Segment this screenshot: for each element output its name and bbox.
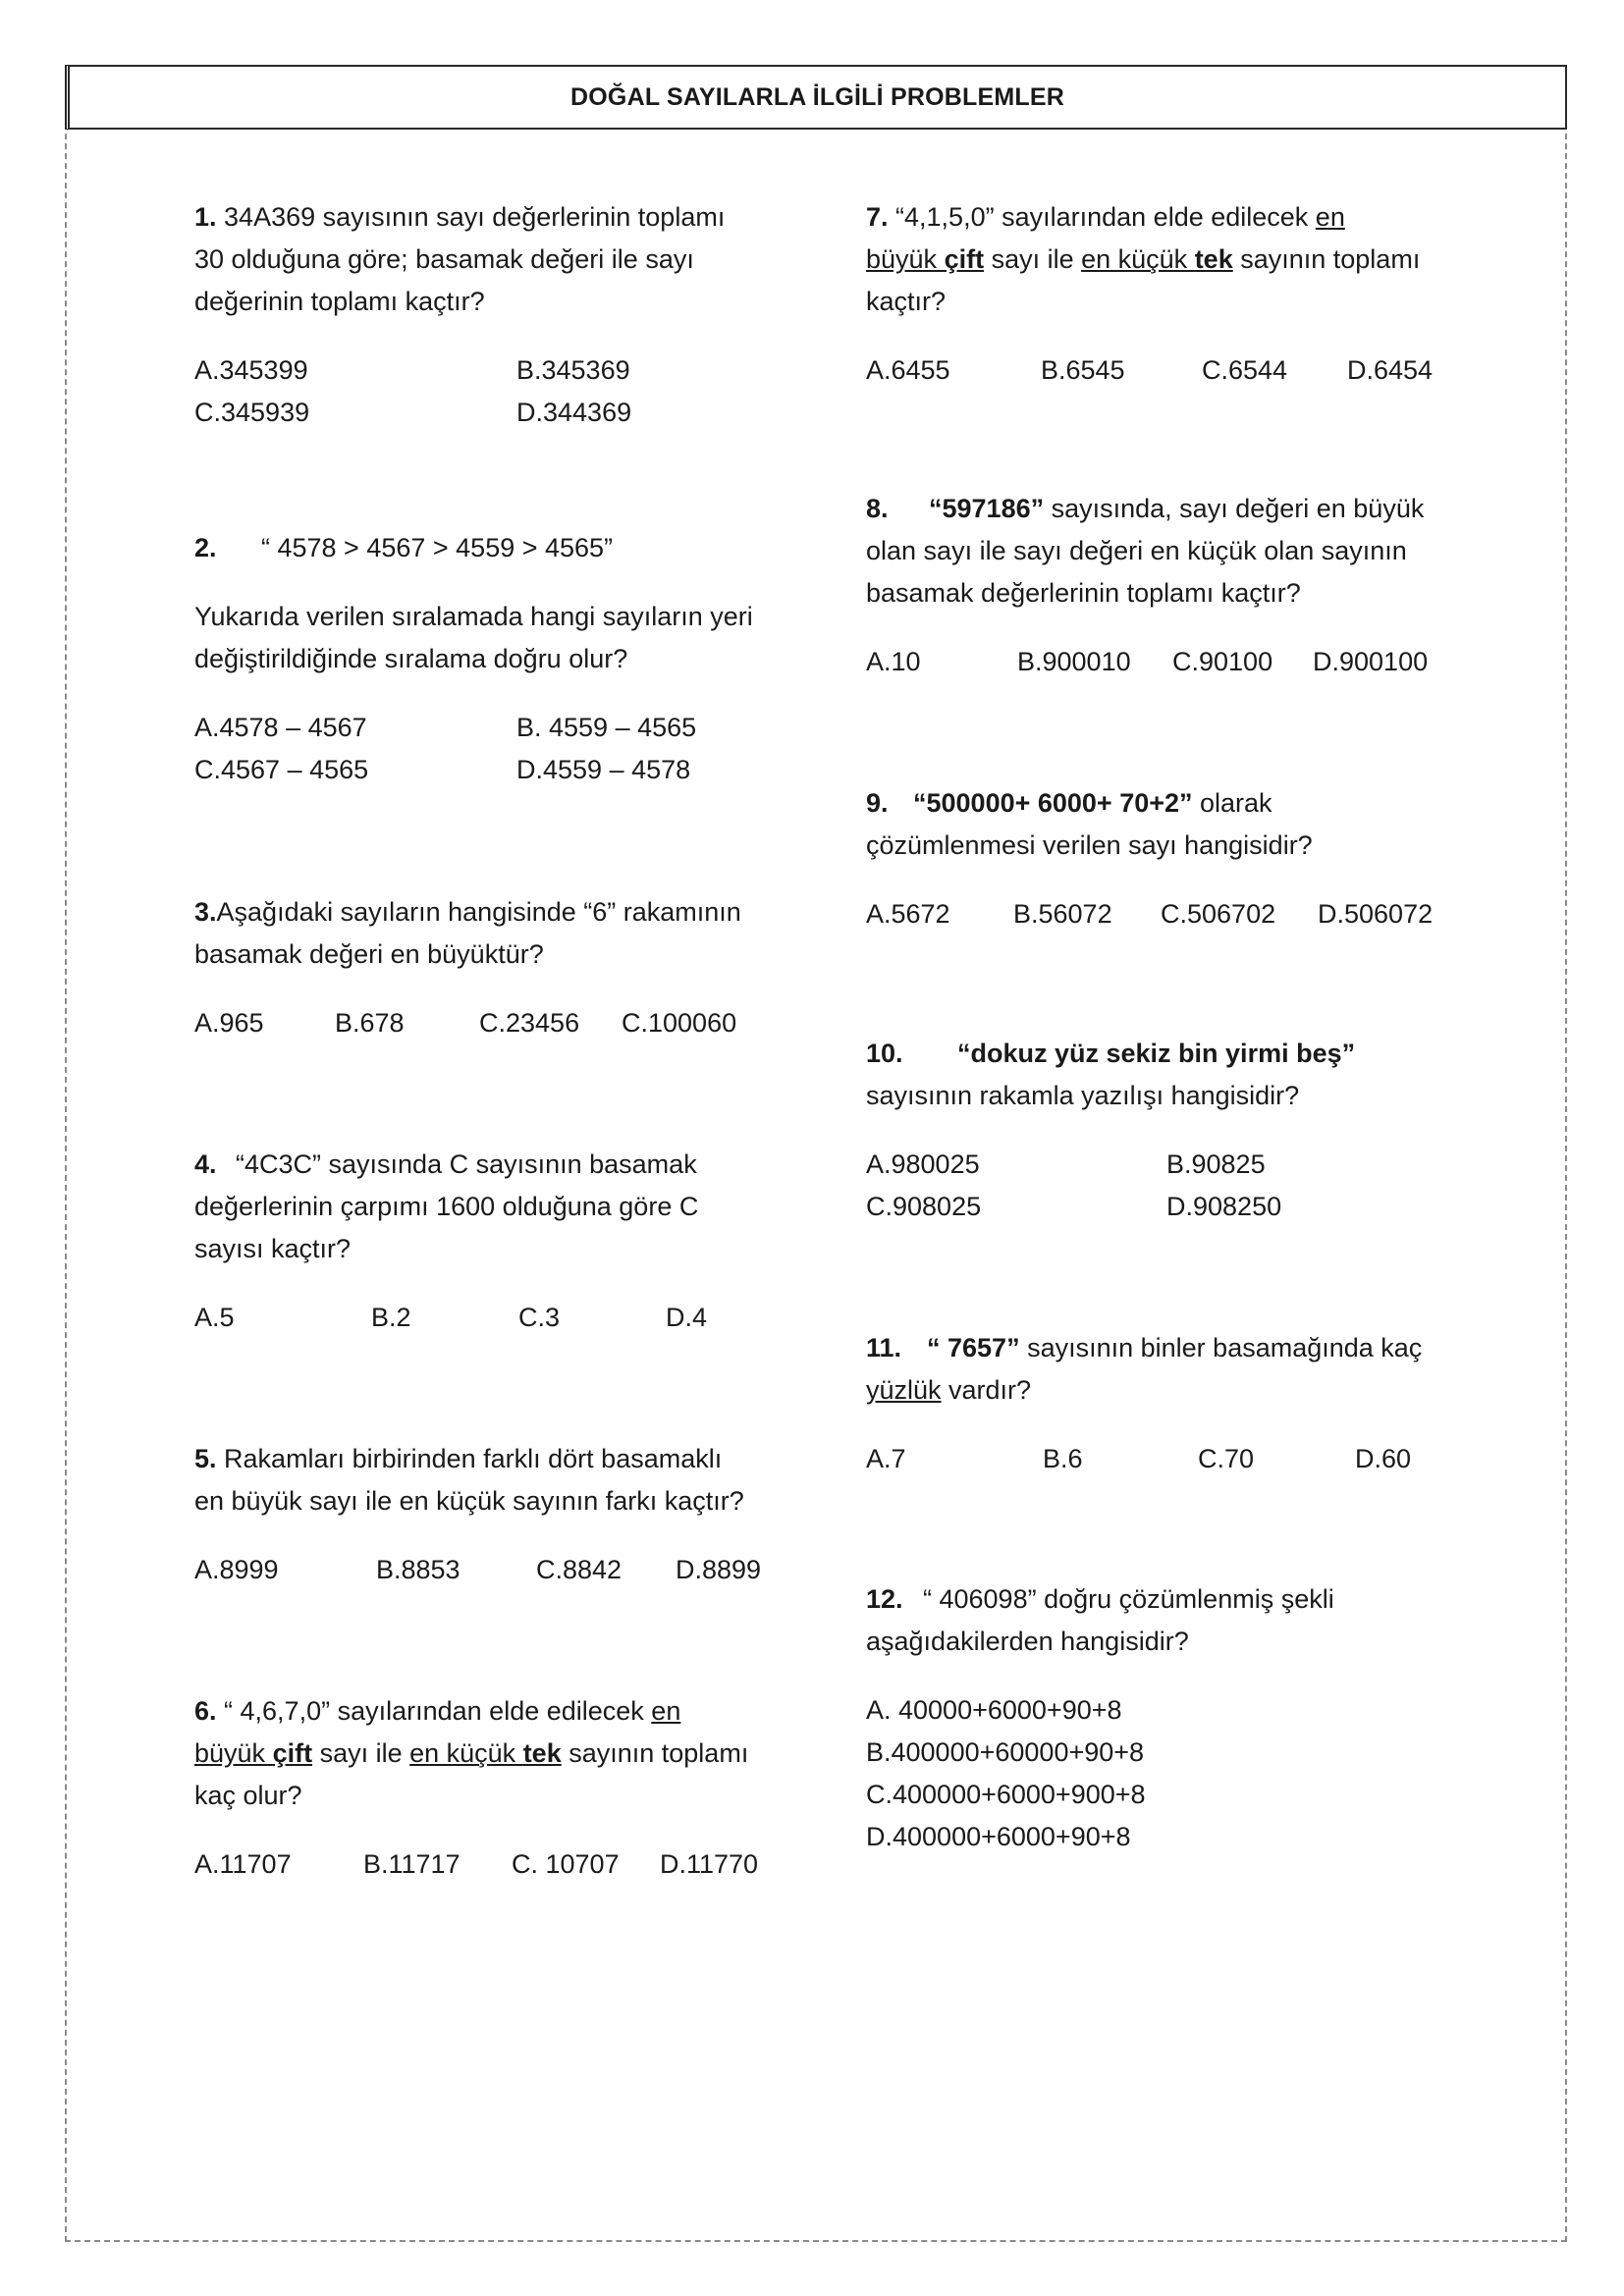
question-number-value: “597186” [929,494,1045,523]
question-number: 11. [866,1333,902,1362]
question-number: 1. [194,202,217,232]
question-text: basamak değeri en büyüktür? [194,939,544,969]
question-text: olan sayı ile sayı değeri en küçük olan sayının [866,536,1407,565]
emphasis-text: çift [944,244,985,274]
option-c[interactable]: C.4567 – 4565 [194,755,369,784]
question-text: kaç olur? [194,1781,302,1810]
emphasis-text: tek [1194,244,1233,274]
question-text: değiştirildiğinde sıralama doğru olur? [194,644,628,673]
underlined-text: büyük [194,1738,273,1768]
question-number: 8. [866,494,889,523]
option-b[interactable]: B.400000+60000+90+8 [866,1737,1145,1767]
option-a[interactable]: A.10 [866,647,921,676]
option-b[interactable]: B.90825 [1166,1149,1266,1179]
question-number-value: “ 7657” [927,1333,1020,1362]
question-number: 7. [866,202,889,232]
option-a[interactable]: A.7 [866,1444,906,1473]
option-d[interactable]: D.900100 [1313,647,1429,676]
question-text: sayısının rakamla yazılışı hangisidir? [866,1081,1300,1110]
question-10 [866,1033,1455,1228]
option-d[interactable]: D.400000+6000+90+8 [866,1822,1131,1851]
question-text: basamak değerlerinin toplamı kaçtır? [866,578,1301,608]
option-d[interactable]: D.506072 [1318,899,1434,929]
option-d[interactable]: D.4 [666,1303,708,1332]
question-text: Rakamları birbirinden farklı dört basamaklı [216,1444,723,1473]
question-text: kaçtır? [866,287,947,316]
option-d[interactable]: C.100060 [622,1008,737,1038]
question-text: “4,1,5,0” sayılarından elde edilecek [888,202,1316,232]
option-a[interactable]: A.5672 [866,899,950,929]
question-text: 30 olduğuna göre; basamak değeri ile sayı [194,244,694,274]
option-b[interactable]: B.56072 [1013,899,1112,929]
question-5 [194,1438,784,1591]
question-words: “dokuz yüz sekiz bin yirmi beş” [957,1039,1356,1068]
option-d[interactable]: D.4559 – 4578 [516,755,691,784]
question-number: 6. [194,1696,217,1726]
emphasis-text: çift [272,1738,313,1768]
underlined-text: en küçük [409,1738,523,1768]
option-c[interactable]: C.8842 [536,1555,623,1584]
underlined-text: en [651,1696,681,1726]
question-11 [866,1327,1455,1480]
option-d[interactable]: D.908250 [1166,1192,1282,1221]
question-number: 10. [866,1039,903,1068]
option-c[interactable]: C.400000+6000+900+8 [866,1780,1146,1809]
question-text: Yukarıda verilen sıralamada hangi sayıların yeri [194,602,753,631]
option-d[interactable]: D.60 [1355,1444,1412,1473]
question-text: sayısında, sayı değeri en büyük [1044,494,1425,523]
option-b[interactable]: B.6 [1043,1444,1083,1473]
option-b[interactable]: B.11717 [363,1849,460,1879]
option-a[interactable]: A.345399 [194,355,308,385]
option-b[interactable]: B.900010 [1017,647,1131,676]
underlined-text: en küçük [1081,244,1195,274]
option-a[interactable]: A.965 [194,1008,264,1038]
question-7 [866,196,1455,392]
question-text: olarak [1192,788,1272,818]
option-b[interactable]: B.345369 [516,355,630,385]
question-text: sayısı kaçtır? [194,1234,352,1263]
question-text: sayının toplamı [1232,244,1421,274]
question-text: sayısının binler basamağında kaç [1019,1333,1423,1362]
question-3 [194,891,784,1044]
option-b[interactable]: B.2 [371,1303,411,1332]
option-a[interactable]: A.5 [194,1303,235,1332]
underlined-text: büyük [866,244,945,274]
option-a[interactable]: A.11707 [194,1849,292,1879]
option-a[interactable]: A.4578 – 4567 [194,713,367,742]
option-c[interactable]: C.23456 [479,1008,580,1038]
option-a[interactable]: A. 40000+6000+90+8 [866,1695,1122,1725]
option-c[interactable]: C. 10707 [512,1849,620,1879]
question-text: aşağıdakilerden hangisidir? [866,1627,1189,1656]
question-sequence: “ 4578 > 4567 > 4559 > 4565” [261,533,614,562]
option-a[interactable]: A.8999 [194,1555,279,1584]
option-b[interactable]: B.678 [335,1008,405,1038]
option-c[interactable]: C.6544 [1202,355,1288,385]
question-expression: “500000+ 6000+ 70+2” [913,788,1193,818]
question-number: 12. [866,1584,903,1614]
question-number: 5. [194,1444,217,1473]
question-text: sayının toplamı [561,1738,749,1768]
question-text: en büyük sayı ile en küçük sayının farkı kaçtır? [194,1486,744,1516]
question-number: 9. [866,788,889,818]
question-text: doğru çözümlenmiş şekli [1036,1584,1334,1614]
question-text: vardır? [941,1375,1032,1405]
option-b[interactable]: B.6545 [1041,355,1125,385]
question-text: sayı ile [312,1738,410,1768]
underlined-text: en [1315,202,1345,232]
underlined-text: yüzlük [866,1375,942,1405]
question-text: 34A369 sayısının sayı değerlerinin toplamı [216,202,726,232]
question-text: değerinin toplamı kaçtır? [194,287,485,316]
option-d[interactable]: D.344369 [516,398,632,427]
question-number: 2. [194,533,217,562]
option-a[interactable]: A.6455 [866,355,950,385]
option-d[interactable]: D.11770 [660,1849,759,1879]
option-c[interactable]: C.506702 [1161,899,1276,929]
question-number: 4. [194,1149,217,1179]
question-4 [194,1144,784,1339]
question-text: “ 4,6,7,0” sayılarından elde edilecek [216,1696,652,1726]
question-number: 3. [194,897,217,927]
option-b[interactable]: B.8853 [376,1555,460,1584]
question-text: “4C3C” sayısında C sayısının basamak [236,1149,697,1179]
option-c[interactable]: C.908025 [866,1192,982,1221]
question-number-value: “ 406098” [923,1584,1037,1614]
option-d[interactable]: D.6454 [1347,355,1434,385]
question-9 [866,782,1455,935]
option-c[interactable]: C.3 [518,1303,561,1332]
question-text: Aşağıdaki sayıların hangisinde “6” rakamının [216,897,741,927]
question-1 [194,196,784,434]
question-text: çözümlenmesi verilen sayı hangisidir? [866,830,1313,860]
question-12 [866,1578,1455,1858]
option-d[interactable]: D.8899 [676,1555,762,1584]
question-text: sayı ile [984,244,1082,274]
option-c[interactable]: C.70 [1198,1444,1255,1473]
title-box [65,65,1567,130]
question-2 [194,527,784,791]
question-8 [866,488,1455,683]
option-b[interactable]: B. 4559 – 4565 [516,713,697,742]
option-c[interactable]: C.90100 [1172,647,1273,676]
option-c[interactable]: C.345939 [194,398,310,427]
question-6 [194,1690,784,1886]
question-text: değerlerinin çarpımı 1600 olduğuna göre C [194,1192,699,1221]
emphasis-text: tek [522,1738,562,1768]
option-a[interactable]: A.980025 [866,1149,980,1179]
page-title: DOĞAL SAYILARLA İLGİLİ PROBLEMLER [570,82,1064,111]
